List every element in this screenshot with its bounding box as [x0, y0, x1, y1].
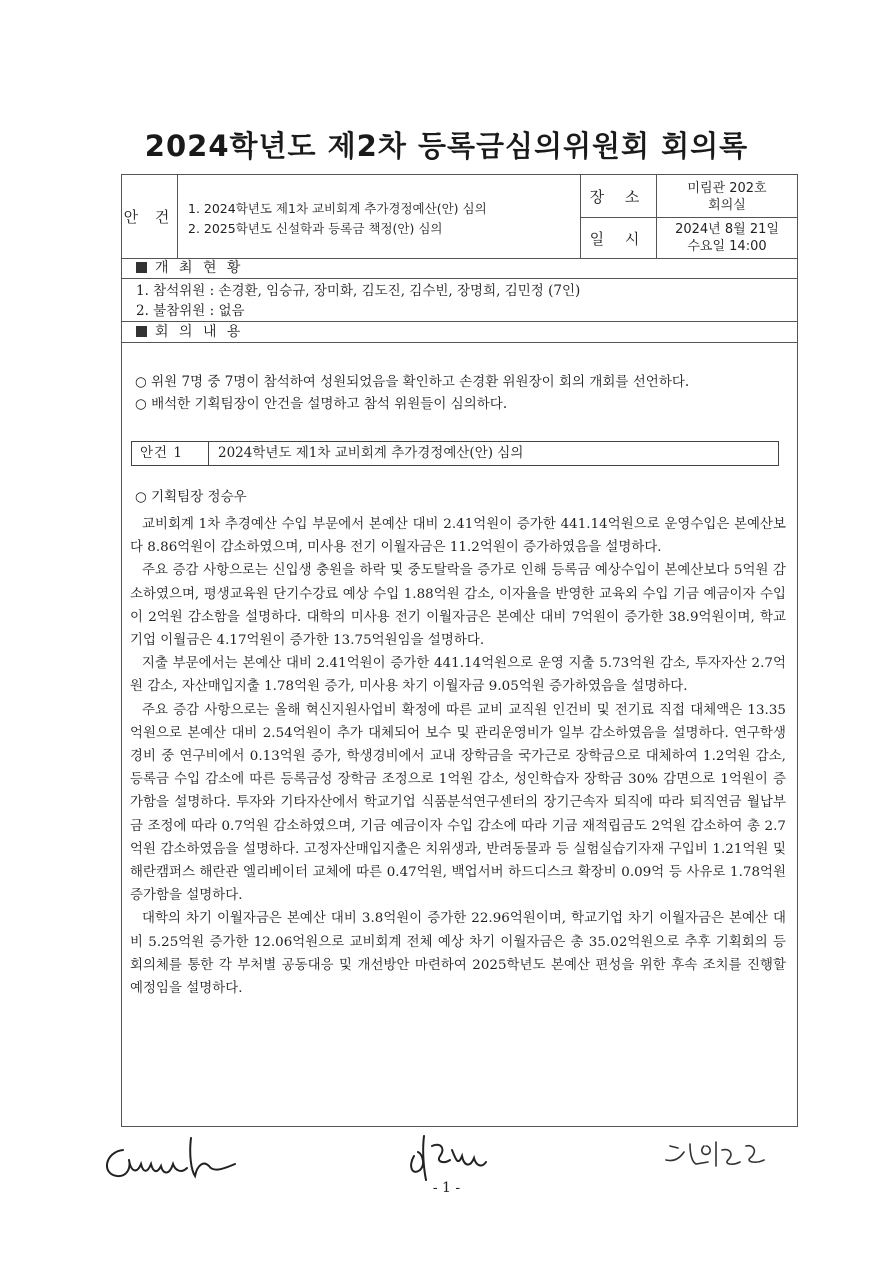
agenda-box-number: 안건 1	[132, 442, 209, 465]
agenda-item: 1. 2024학년도 제1차 교비회계 추가경정예산(안) 심의	[188, 201, 487, 216]
section-heading-text: 개 최 현 황	[155, 260, 244, 276]
minutes-frame	[121, 174, 798, 1127]
body-paragraph: 대학의 차기 이월자금은 본예산 대비 3.8억원이 증가한 22.96억원이며, 학교기업 차기 이월자금은 본예산 대비 5.25억원 증가한 12.06억원으로 교비회계 전체 예상 차기 이월자금은 총 35.02억원으로 추후 기획회의 등 회의체를 통한 각 부처별 공동대응 및 개선방안 마련하여 2025학년도 본예산 편성을 위한 후속 조치를 진행할 예정임을 설명하다.	[130, 911, 786, 997]
agenda-box-title: 2024학년도 제1차 교비회계 추가경정예산(안) 심의	[218, 445, 524, 461]
agenda-item: 2. 2025학년도 신설학과 등록금 책정(안) 심의	[188, 221, 443, 236]
place-value	[657, 175, 797, 218]
absentees-line: 2. 불참위원 : 없음	[136, 303, 245, 319]
intro-line: ○ 배석한 기획팀장이 안건을 설명하고 참석 위원들이 심의하다.	[135, 396, 508, 412]
body-paragraph: 주요 증감 사항으로는 신입생 충원을 하락 및 중도탈락을 증가로 인해 등록금 예상수입이 본예산보다 5억원 감소하였으며, 평생교육원 단기수강료 예상 수입 1.88억원 감소, 이자율을 반영한 교육외 수입 기금 예금이자 수입이 2억원 감소함을 설명하다. 대학의 미사용 전기 이월자금은 본예산 대비 7억원이 증가한 38.9억원이며, 학교기업 이월금은 4.17억원이 증가한 13.75억원임을 설명하다.	[130, 563, 786, 649]
agenda-list	[178, 175, 581, 258]
section-heading-content	[122, 321, 797, 343]
agenda-label: 안 건	[122, 175, 178, 258]
intro-line: ○ 위원 7명 중 7명이 참석하여 성원되었음을 확인하고 손경환 위원장이 회의 개회를 선언하다.	[135, 374, 690, 390]
section-heading-status	[122, 258, 797, 279]
agenda-box	[131, 441, 779, 466]
speaker-line: ○ 기획팀장 정승우	[135, 489, 247, 505]
date-value	[657, 218, 797, 258]
minutes-body	[130, 513, 786, 1000]
place-line: 회의실	[708, 198, 746, 213]
square-bullet-icon	[136, 326, 147, 337]
body-paragraph: 지출 부문에서는 본예산 대비 2.41억원이 증가한 441.14억원으로 운영 지출 5.73억원 감소, 투자자산 2.7억원 감소, 자산매입지출 1.78억원 증가, 미사용 차기 이월자금 9.05억원 증가하였음을 설명하다.	[130, 656, 786, 695]
square-bullet-icon	[136, 262, 147, 273]
place-label: 장 소	[581, 175, 657, 218]
date-line: 2024년 8월 21일	[675, 222, 779, 237]
page-title: 2024학년도 제2차 등록금심의위원회 회의록	[144, 129, 749, 163]
section-heading-text: 회 의 내 용	[155, 324, 244, 340]
place-line: 미림관 202호	[687, 181, 767, 196]
page-number: - 1 -	[432, 1180, 461, 1196]
attendees-line: 1. 참석위원 : 손경환, 임승규, 장미화, 김도진, 김수빈, 장명희, 김민정 (7인)	[136, 283, 581, 299]
body-paragraph: 주요 증감 사항으로는 올해 혁신지원사업비 확정에 따른 교비 교직원 인건비 및 전기료 직접 대체액은 13.35억원으로 본예산 대비 2.54억원이 추가 대체되어 보수 및 관리운영비가 일부 감소하였음을 설명하다. 연구학생경비 중 연구비에서 0.13억원 증가, 학생경비에서 교내 장학금을 국가근로 장학금으로 대체하여 1.2억원 감소, 등록금 수입 감소에 따른 등록금성 장학금 조정으로 1억원 감소, 성인학습자 장학금 30% 감면으로 1억원이 증가함을 설명하다. 투자와 기타자산에서 학교기업 식품분석연구센터의 장기근속자 퇴직에 따라 퇴직연금 월납부금 조정에 따라 0.7억원 감소하였으며, 기금 예금이자 수입 감소에 따라 기금 재적립금도 2억원 감소하여 총 2.7억원 감소하였음을 설명하다. 고정자산매입지출은 치위생과, 반려동물과 등 실험실습기자재 구입비 1.21억원 및 해란캠퍼스 해란관 엘리베이터 교체에 따른 0.47억원, 백업서버 하드디스크 확장비 0.09억 등 사유로 1.78억원 증가함을 설명하다.	[130, 702, 786, 904]
date-label: 일 시	[581, 218, 657, 258]
signature-3	[660, 1136, 790, 1176]
date-line: 수요일 14:00	[687, 239, 767, 254]
header-table	[122, 175, 797, 259]
body-paragraph: 교비회계 1차 추경예산 수입 부문에서 본예산 대비 2.41억원이 증가한 441.14억원으로 운영수입은 본예산보다 8.86억원이 감소하였으며, 미사용 전기 이월자금은 11.2억원이 증가하였음을 설명하다.	[130, 517, 786, 556]
